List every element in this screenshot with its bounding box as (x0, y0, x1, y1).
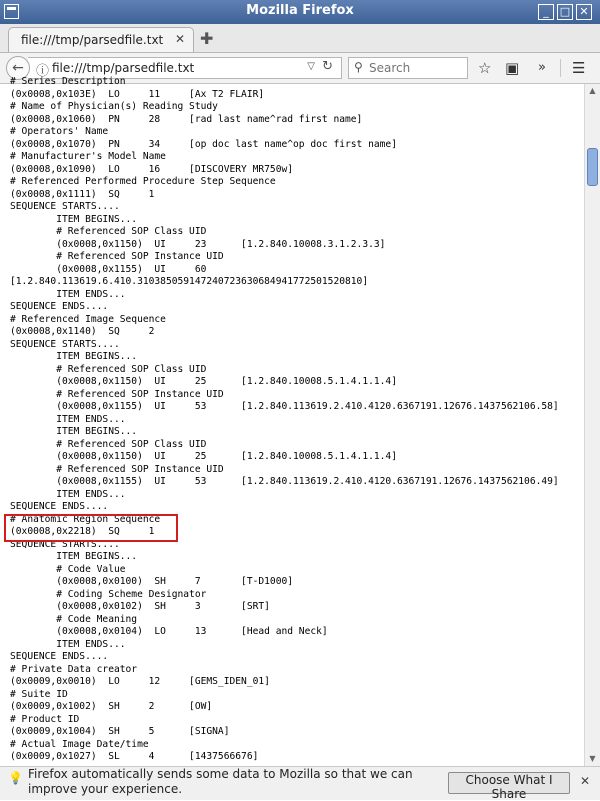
text-line: # Coding Scheme Designator (10, 588, 207, 600)
text-line: # Referenced SOP Instance UID (10, 251, 224, 262)
text-content (0, 76, 584, 766)
text-line: ITEM ENDS... (10, 413, 126, 425)
text-line: # Product ID (10, 713, 80, 725)
text-line: # Operators' Name (10, 126, 109, 137)
search-icon: ⚲ (354, 60, 363, 74)
text-line: SEQUENCE STARTS.... (10, 201, 120, 212)
text-line: (0x0008,0x0104) LO 13 [Head and Neck] (10, 626, 328, 637)
tab-strip (0, 24, 600, 53)
url-text[interactable]: file:///tmp/parsedfile.txt (52, 61, 195, 75)
text-line: SEQUENCE ENDS.... (10, 651, 109, 662)
scroll-up-icon[interactable]: ▲ (589, 86, 596, 95)
overflow-menu-icon[interactable]: » (538, 60, 546, 75)
text-line: ITEM BEGINS... (10, 551, 138, 562)
text-line: ITEM ENDS... (10, 638, 126, 650)
text-line: ITEM BEGINS... (10, 351, 138, 362)
text-line: (0x0008,0x1150) UI 23 [1.2.840.10008.3.1.2.3.3] (10, 238, 386, 250)
text-line: ITEM BEGINS... (10, 426, 138, 437)
new-tab-icon[interactable]: ✚ (200, 29, 214, 48)
notification-bar (0, 766, 600, 800)
text-line: (0x0008,0x0102) SH 3 [SRT] (10, 601, 270, 612)
text-line: (0x0008,0x1070) PN 34 [op doc last name^op doc first name] (10, 138, 397, 150)
text-line: (0x0009,0x1004) SH 5 [SIGNA] (10, 726, 230, 737)
reload-icon[interactable]: ↻ (322, 59, 333, 74)
text-line: SEQUENCE STARTS.... (10, 538, 120, 550)
notification-close-icon[interactable]: ✕ (580, 774, 591, 788)
text-line: (0x0009,0x1002) SH 2 [OW] (10, 701, 213, 712)
vertical-scrollbar[interactable] (584, 84, 600, 766)
text-line: (0x0008,0x2218) SQ 1 (10, 526, 155, 537)
lightbulb-icon: 💡 (8, 771, 23, 785)
text-line: # Actual Image Date/time (10, 738, 149, 750)
tab-parsedfile[interactable] (8, 27, 194, 52)
text-line: ITEM BEGINS... (10, 213, 138, 225)
scroll-down-icon[interactable]: ▼ (589, 754, 596, 763)
text-line: # Referenced SOP Instance UID (10, 463, 224, 475)
bookmarks-menu-icon[interactable]: ▣ (505, 59, 520, 77)
minimize-button[interactable]: _ (538, 4, 554, 20)
text-line: # Referenced SOP Class UID (10, 363, 207, 375)
text-line: # Code Meaning (10, 613, 138, 625)
search-input[interactable] (369, 60, 463, 76)
highlight-box (4, 514, 178, 542)
bookmark-star-icon[interactable]: ☆ (478, 59, 492, 77)
maximize-button[interactable]: □ (557, 4, 573, 20)
text-line: # Suite ID (10, 688, 68, 700)
text-line: SEQUENCE STARTS.... (10, 338, 120, 350)
text-line: (0x0008,0x1090) LO 16 [DISCOVERY MR750w] (10, 163, 294, 175)
text-line: SEQUENCE ENDS.... (10, 501, 109, 512)
text-line: # Series Description (10, 76, 126, 87)
text-line: (0x0008,0x1140) SQ 2 (10, 326, 155, 337)
text-line: # Private Data creator (10, 663, 138, 675)
tab-close-icon[interactable]: ✕ (174, 32, 185, 46)
text-line: (0x0009,0x1027) SL 4 [1437566676] (10, 751, 259, 762)
history-dropdown-icon[interactable]: ▽ (307, 61, 315, 72)
window-title: Mozilla Firefox (246, 3, 354, 18)
notification-text: Firefox automatically sends some data to Mozilla so that we can improve your experience. (28, 767, 413, 796)
close-window-button[interactable]: ✕ (576, 4, 592, 20)
choose-what-i-share-button[interactable]: Choose What I Share (448, 772, 570, 794)
text-line: # Manufacturer's Model Name (10, 151, 166, 162)
text-line: # Referenced SOP Instance UID (10, 388, 224, 400)
text-line: (0x0009,0x0010) LO 12 [GEMS_IDEN_01] (10, 676, 270, 687)
text-line: (0x0008,0x0100) SH 7 [T-D1000] (10, 576, 294, 587)
text-line: # Code Value (10, 563, 126, 575)
text-line: # Referenced Performed Procedure Step Sequence (10, 176, 276, 187)
scrollbar-thumb[interactable] (587, 148, 598, 186)
text-line: (0x0008,0x1155) UI 53 [1.2.840.113619.2.410.4120.6367191.12676.1437562106.58] (10, 401, 559, 412)
toolbar-separator (560, 59, 561, 77)
text-line: (0x0008,0x103E) LO 11 [Ax T2 FLAIR] (10, 88, 265, 100)
text-line: SEQUENCE ENDS.... (10, 301, 109, 312)
text-line: # Anatomic Region Sequence (10, 513, 161, 525)
search-bar[interactable] (348, 57, 468, 79)
text-line: ITEM ENDS... (10, 288, 126, 300)
title-bar (0, 0, 600, 24)
text-line: [1.2.840.113619.6.410.310385059147240723630684941772501520810] (10, 276, 369, 287)
text-line: ITEM ENDS... (10, 488, 126, 500)
text-line: (0x0008,0x1155) UI 60 (10, 263, 207, 275)
text-line: (0x0008,0x1155) UI 53 [1.2.840.113619.2.410.4120.6367191.12676.1437562106.49] (10, 476, 559, 487)
text-line: # Referenced SOP Class UID (10, 226, 207, 237)
text-line: # Referenced Image Sequence (10, 313, 166, 325)
back-button[interactable]: ← (6, 56, 30, 80)
text-line: (0x0008,0x1150) UI 25 [1.2.840.10008.5.1.4.1.1.4] (10, 376, 397, 387)
text-line: (0x0008,0x1111) SQ 1 (10, 188, 155, 200)
text-line: # Referenced SOP Class UID (10, 438, 207, 450)
tab-title: file:///tmp/parsedfile.txt (21, 33, 164, 47)
hamburger-menu-icon[interactable]: ☰ (572, 59, 586, 77)
text-line: (0x0008,0x1060) PN 28 [rad last name^rad first name] (10, 113, 363, 125)
page-info-icon[interactable]: ⓘ (36, 64, 50, 79)
text-line: # Name of Physician(s) Reading Study (10, 101, 218, 112)
text-line: (0x0008,0x1150) UI 25 [1.2.840.10008.5.1.4.1.1.4] (10, 451, 397, 462)
